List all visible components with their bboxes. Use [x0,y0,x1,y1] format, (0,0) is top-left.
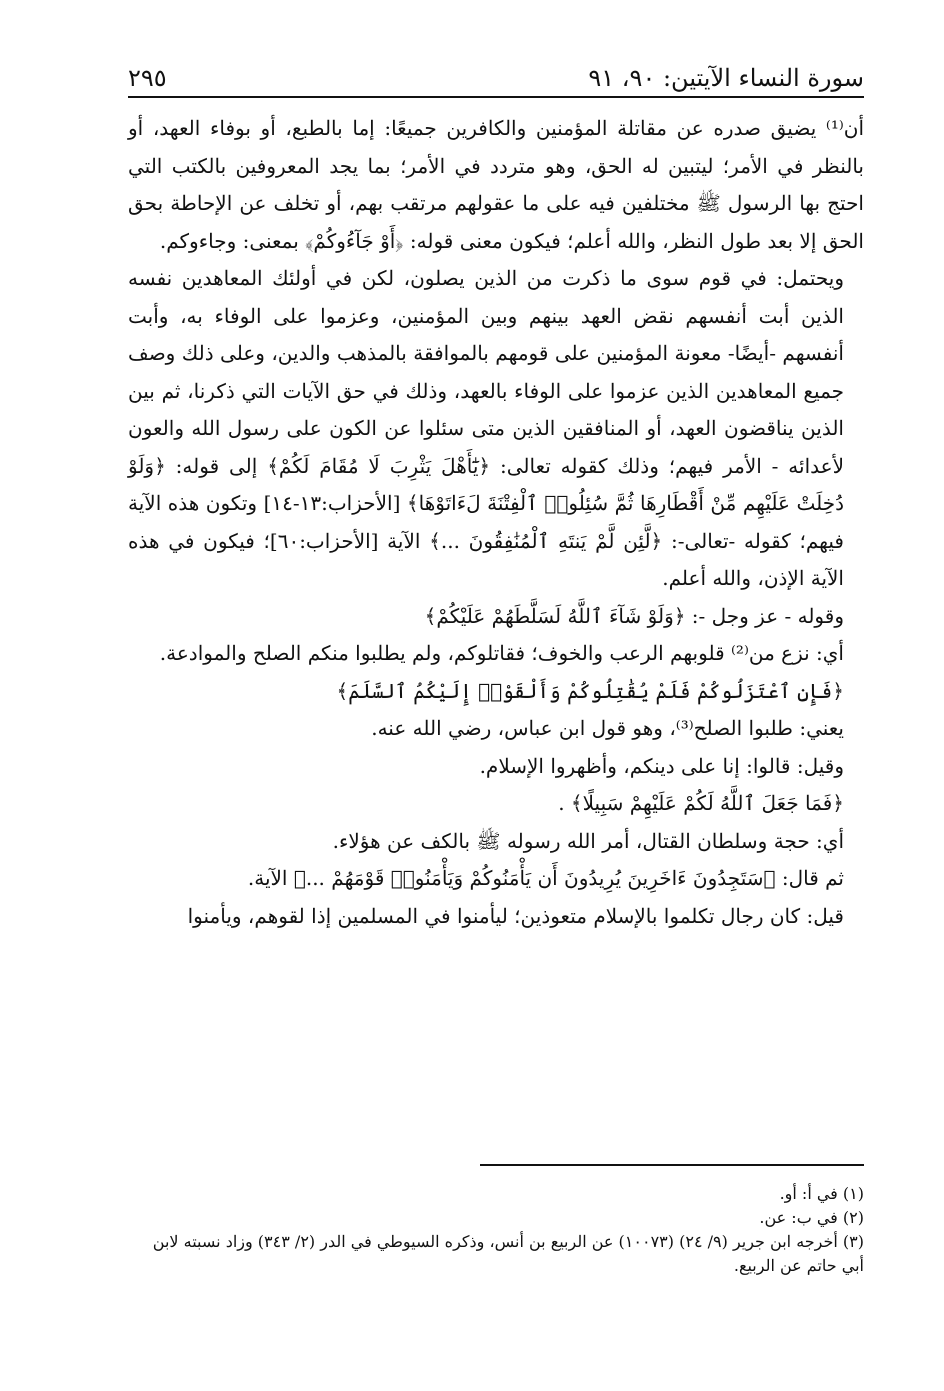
paragraph: وقيل: قالوا: إنا على دينكم، وأظهروا الإسلام. [479,753,844,778]
paragraph: ثم قال: ﴿سَتَجِدُونَ ءَاخَرِينَ يُرِيدُونَ أَن يَأْمَنُوكُمْ وَيَأْمَنُوا۟ قَوْمَهُمْ ...﴾ الآية. [247,866,844,890]
paragraph: قيل: كان رجال تكلموا بالإسلام متعوذين؛ ليأمنوا في المسلمين إذا لقوهم، ويأمنوا [187,903,844,928]
footnotes [128,1182,864,1278]
footnote: (١) في أ: أو. [779,1184,864,1203]
paragraph: أن⁽¹⁾ يضيق صدره عن مقاتلة المؤمنين والكافرين جميعًا: إما بالطبع، أو بوفاء العهد، أو بالنظر في الأمر؛ ليتبين له الحق، وهو متردد في الأمر؛ بما يجد المعروفين بالكتب التي احتج بها الرسول ﷺ مختلفين فيه على ما عقولهم مرتقب بهم، أو تخلف عن الإحاطة بحق الحق إلا بعد طول النظر، والله أعلم؛ فيكون معنى قوله: ﴿أَوْ جَآءُوكُمْ﴾ بمعنى: وجاءوكم. [128,116,864,253]
paragraph: ويحتمل: في قوم سوى ما ذكرت من الذين يصلون، لكن في أولئك المعاهدين نفسه الذين أبت أنفسهم نقض العهد بينهم وبين المؤمنين، وعزموا على الوفاء به، وأبت أنفسهم -أيضًا- معونة المؤمنين على قومهم بالموافقة بالمذهب والدين، وعلى ذلك وصف جميع المعاهدين الذين عزموا على الوفاء بالعهد، وذلك في حق الآيات التي ذكرنا، ثم بين الذين يناقضون العهد، أو المنافقين الذين متى سئلوا عن الكون على رسول الله والعون لأعدائه - الأمر فيهم؛ وذلك كقوله تعالى: ﴿يَٰٓأَهْلَ يَثْرِبَ لَا مُقَامَ لَكُمْ﴾ إلى قوله: ﴿وَلَوْ دُخِلَتْ عَلَيْهِم مِّنْ أَقْطَارِهَا ثُمَّ سُئِلُوا۟ ٱلْفِتْنَةَ لَءَاتَوْهَا﴾ [الأحزاب:١٣-١٤] وتكون هذه الآية فيهم؛ كقوله -تعالى-: ﴿لَّئِن لَّمْ يَنتَهِ ٱلْمُنَٰفِقُونَ ...﴾ الآية [الأحزاب:٦٠]؛ فيكون في هذه الآية الإذن، والله أعلم. [128,266,844,590]
page-header [128,52,864,92]
chapter-title: سورة النساء الآيتين: ٩٠، ٩١ [588,64,864,92]
paragraph: يعني: طلبوا الصلح⁽³⁾، وهو قول ابن عباس، رضي الله عنه. [371,716,844,740]
paragraph: وقوله - عز وجل -: ﴿وَلَوْ شَآءَ ٱللَّهُ لَسَلَّطَهُمْ عَلَيْكُمْ﴾ [424,603,844,628]
header-divider [128,96,864,98]
page-number: ٢٩٥ [128,64,167,92]
quran-verse: ﴿فَإِنِ ٱعْتَزَلُوكُمْ فَلَمْ يُقَٰتِلُوكُمْ وَأَلْقَوْا۟ إِلَيْكُمُ ٱلسَّلَمَ﴾ [336,678,844,703]
footnote: (٣) أخرجه ابن جرير (٩/ ٢٤) (١٠٠٧٣) عن الربيع بن أنس، وذكره السيوطي في الدر (٢/ ٣٤٣) وزاد نسبته لابن أبي حاتم عن الربيع. [152,1232,864,1275]
paragraph: أي: حجة وسلطان القتال، أمر الله رسوله ﷺ بالكف عن هؤلاء. [332,828,844,853]
footnote-divider [480,1164,864,1166]
footnote: (٢) في ب: عن. [759,1208,864,1227]
main-text [128,110,864,935]
paragraph: أي: نزع من⁽²⁾ قلوبهم الرعب والخوف؛ فقاتلوكم، ولم يطلبوا منكم الصلح والموادعة. [159,641,844,665]
quran-verse: ﴿فَمَا جَعَلَ ٱللَّهُ لَكُمْ عَلَيْهِمْ سَبِيلًا﴾ . [558,791,844,815]
